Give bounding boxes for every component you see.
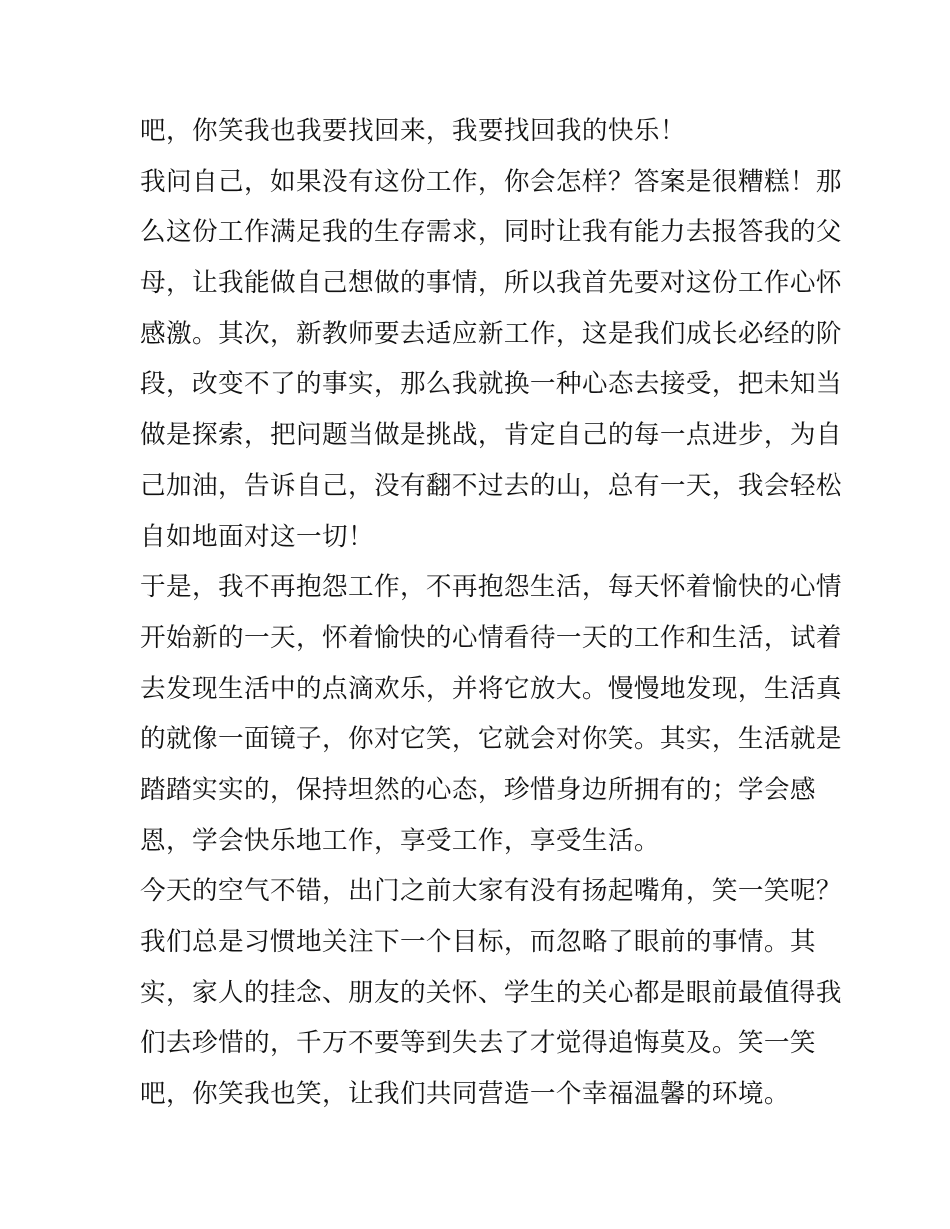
text-line: 吧，你笑我也我要找回来，我要找回我的快乐！ bbox=[140, 116, 686, 146]
text-line: 母，让我能做自己想做的事情，所以我首先要对这份工作心怀 bbox=[140, 268, 842, 299]
text-line: 实，家人的挂念、朋友的关怀、学生的关心都是眼前最值得我 bbox=[140, 977, 842, 1008]
text-line: 自如地面对这一切！ bbox=[140, 521, 374, 552]
text-line: 今天的空气不错，出门之前大家有没有扬起嘴角，笑一笑呢？ bbox=[140, 876, 842, 907]
text-line: 踏踏实实的，保持坦然的心态，珍惜身边所拥有的；学会感 bbox=[140, 774, 816, 805]
text-line: 段，改变不了的事实，那么我就换一种心态去接受，把未知当 bbox=[140, 369, 842, 400]
text-line: 们去珍惜的，千万不要等到失去了才觉得追悔莫及。笑一笑 bbox=[140, 1028, 816, 1059]
text-line: 的就像一面镜子，你对它笑，它就会对你笑。其实，生活就是 bbox=[140, 724, 842, 755]
text-line: 做是探索，把问题当做是挑战，肯定自己的每一点进步，为自 bbox=[140, 420, 842, 451]
body-text bbox=[140, 106, 842, 1120]
text-line: 感激。其次，新教师要去适应新工作，这是我们成长必经的阶 bbox=[140, 318, 842, 349]
text-line: 么这份工作满足我的生存需求，同时让我有能力去报答我的父 bbox=[140, 217, 842, 248]
text-line: 吧，你笑我也笑，让我们共同营造一个幸福温馨的环境。 bbox=[140, 1079, 790, 1110]
text-line: 我问自己，如果没有这份工作，你会怎样？答案是很糟糕！那 bbox=[140, 166, 842, 197]
text-line: 己加油，告诉自己，没有翻不过去的山，总有一天，我会轻松 bbox=[140, 470, 842, 501]
text-line: 恩，学会快乐地工作，享受工作，享受生活。 bbox=[140, 825, 660, 856]
text-line: 于是，我不再抱怨工作，不再抱怨生活，每天怀着愉快的心情 bbox=[140, 572, 842, 603]
text-line: 开始新的一天，怀着愉快的心情看待一天的工作和生活，试着 bbox=[140, 622, 842, 653]
text-line: 去发现生活中的点滴欢乐，并将它放大。慢慢地发现，生活真 bbox=[140, 673, 842, 704]
text-line: 我们总是习惯地关注下一个目标，而忽略了眼前的事情。其 bbox=[140, 927, 816, 957]
